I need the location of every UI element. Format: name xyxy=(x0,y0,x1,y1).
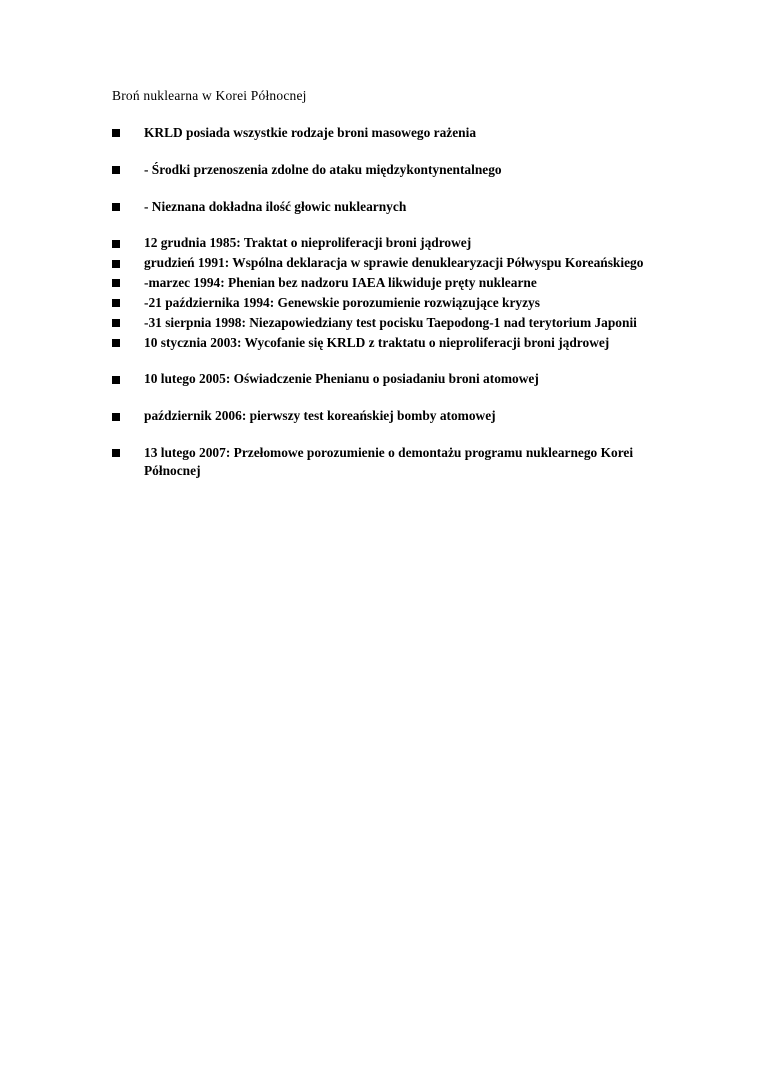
list-item-label: - Środki przenoszenia zdolne do ataku międzykontynentalnego xyxy=(144,161,502,177)
list-item xyxy=(112,314,682,332)
list-item xyxy=(112,334,682,352)
list-item xyxy=(112,161,682,179)
list-item xyxy=(112,254,682,272)
square-bullet-icon xyxy=(112,299,120,307)
page-title: Broń nuklearna w Korei Północnej xyxy=(112,88,307,103)
list-item xyxy=(112,294,682,312)
list-item-label: - Nieznana dokładna ilość głowic nuklearnych xyxy=(144,198,407,214)
list-item xyxy=(112,444,682,480)
square-bullet-icon xyxy=(112,279,120,287)
square-bullet-icon xyxy=(112,203,120,211)
square-bullet-icon xyxy=(112,129,120,137)
square-bullet-icon xyxy=(112,240,120,248)
list-item-label: 10 lutego 2005: Oświadczenie Phenianu o posiadaniu broni atomowej xyxy=(144,371,539,387)
square-bullet-icon xyxy=(112,319,120,327)
square-bullet-icon xyxy=(112,449,120,457)
list-item xyxy=(112,274,682,292)
list-item xyxy=(112,124,682,142)
bullet-list xyxy=(112,124,682,480)
list-item-label: 10 stycznia 2003: Wycofanie się KRLD z traktatu o nieproliferacji broni jądrowej xyxy=(144,334,610,350)
list-item xyxy=(112,407,682,425)
list-item-label: -31 sierpnia 1998: Niezapowiedziany test pocisku Taepodong-1 nad terytorium Japonii xyxy=(144,314,637,330)
list-item-label: KRLD posiada wszystkie rodzaje broni masowego rażenia xyxy=(144,124,477,140)
list-item xyxy=(112,198,682,216)
document-body xyxy=(112,88,682,480)
square-bullet-icon xyxy=(112,260,120,268)
list-item xyxy=(112,234,682,252)
square-bullet-icon xyxy=(112,339,120,347)
square-bullet-icon xyxy=(112,413,120,421)
list-item-label: -21 października 1994: Genewskie porozumienie rozwiązujące kryzys xyxy=(144,294,540,310)
list-item-label: 12 grudnia 1985: Traktat o nieproliferacji broni jądrowej xyxy=(144,235,472,251)
list-item-label: 13 lutego 2007: Przełomowe porozumienie o demontażu programu nuklearnego Korei Północnej xyxy=(144,444,634,478)
list-item-label: -marzec 1994: Phenian bez nadzoru IAEA likwiduje pręty nuklearne xyxy=(144,275,537,291)
square-bullet-icon xyxy=(112,376,120,384)
list-item-label: grudzień 1991: Wspólna deklaracja w sprawie denuklearyzacji Półwyspu Koreańskiego xyxy=(144,255,644,271)
list-item-label: październik 2006: pierwszy test koreańskiej bomby atomowej xyxy=(144,408,496,424)
list-item xyxy=(112,370,682,388)
square-bullet-icon xyxy=(112,166,120,174)
